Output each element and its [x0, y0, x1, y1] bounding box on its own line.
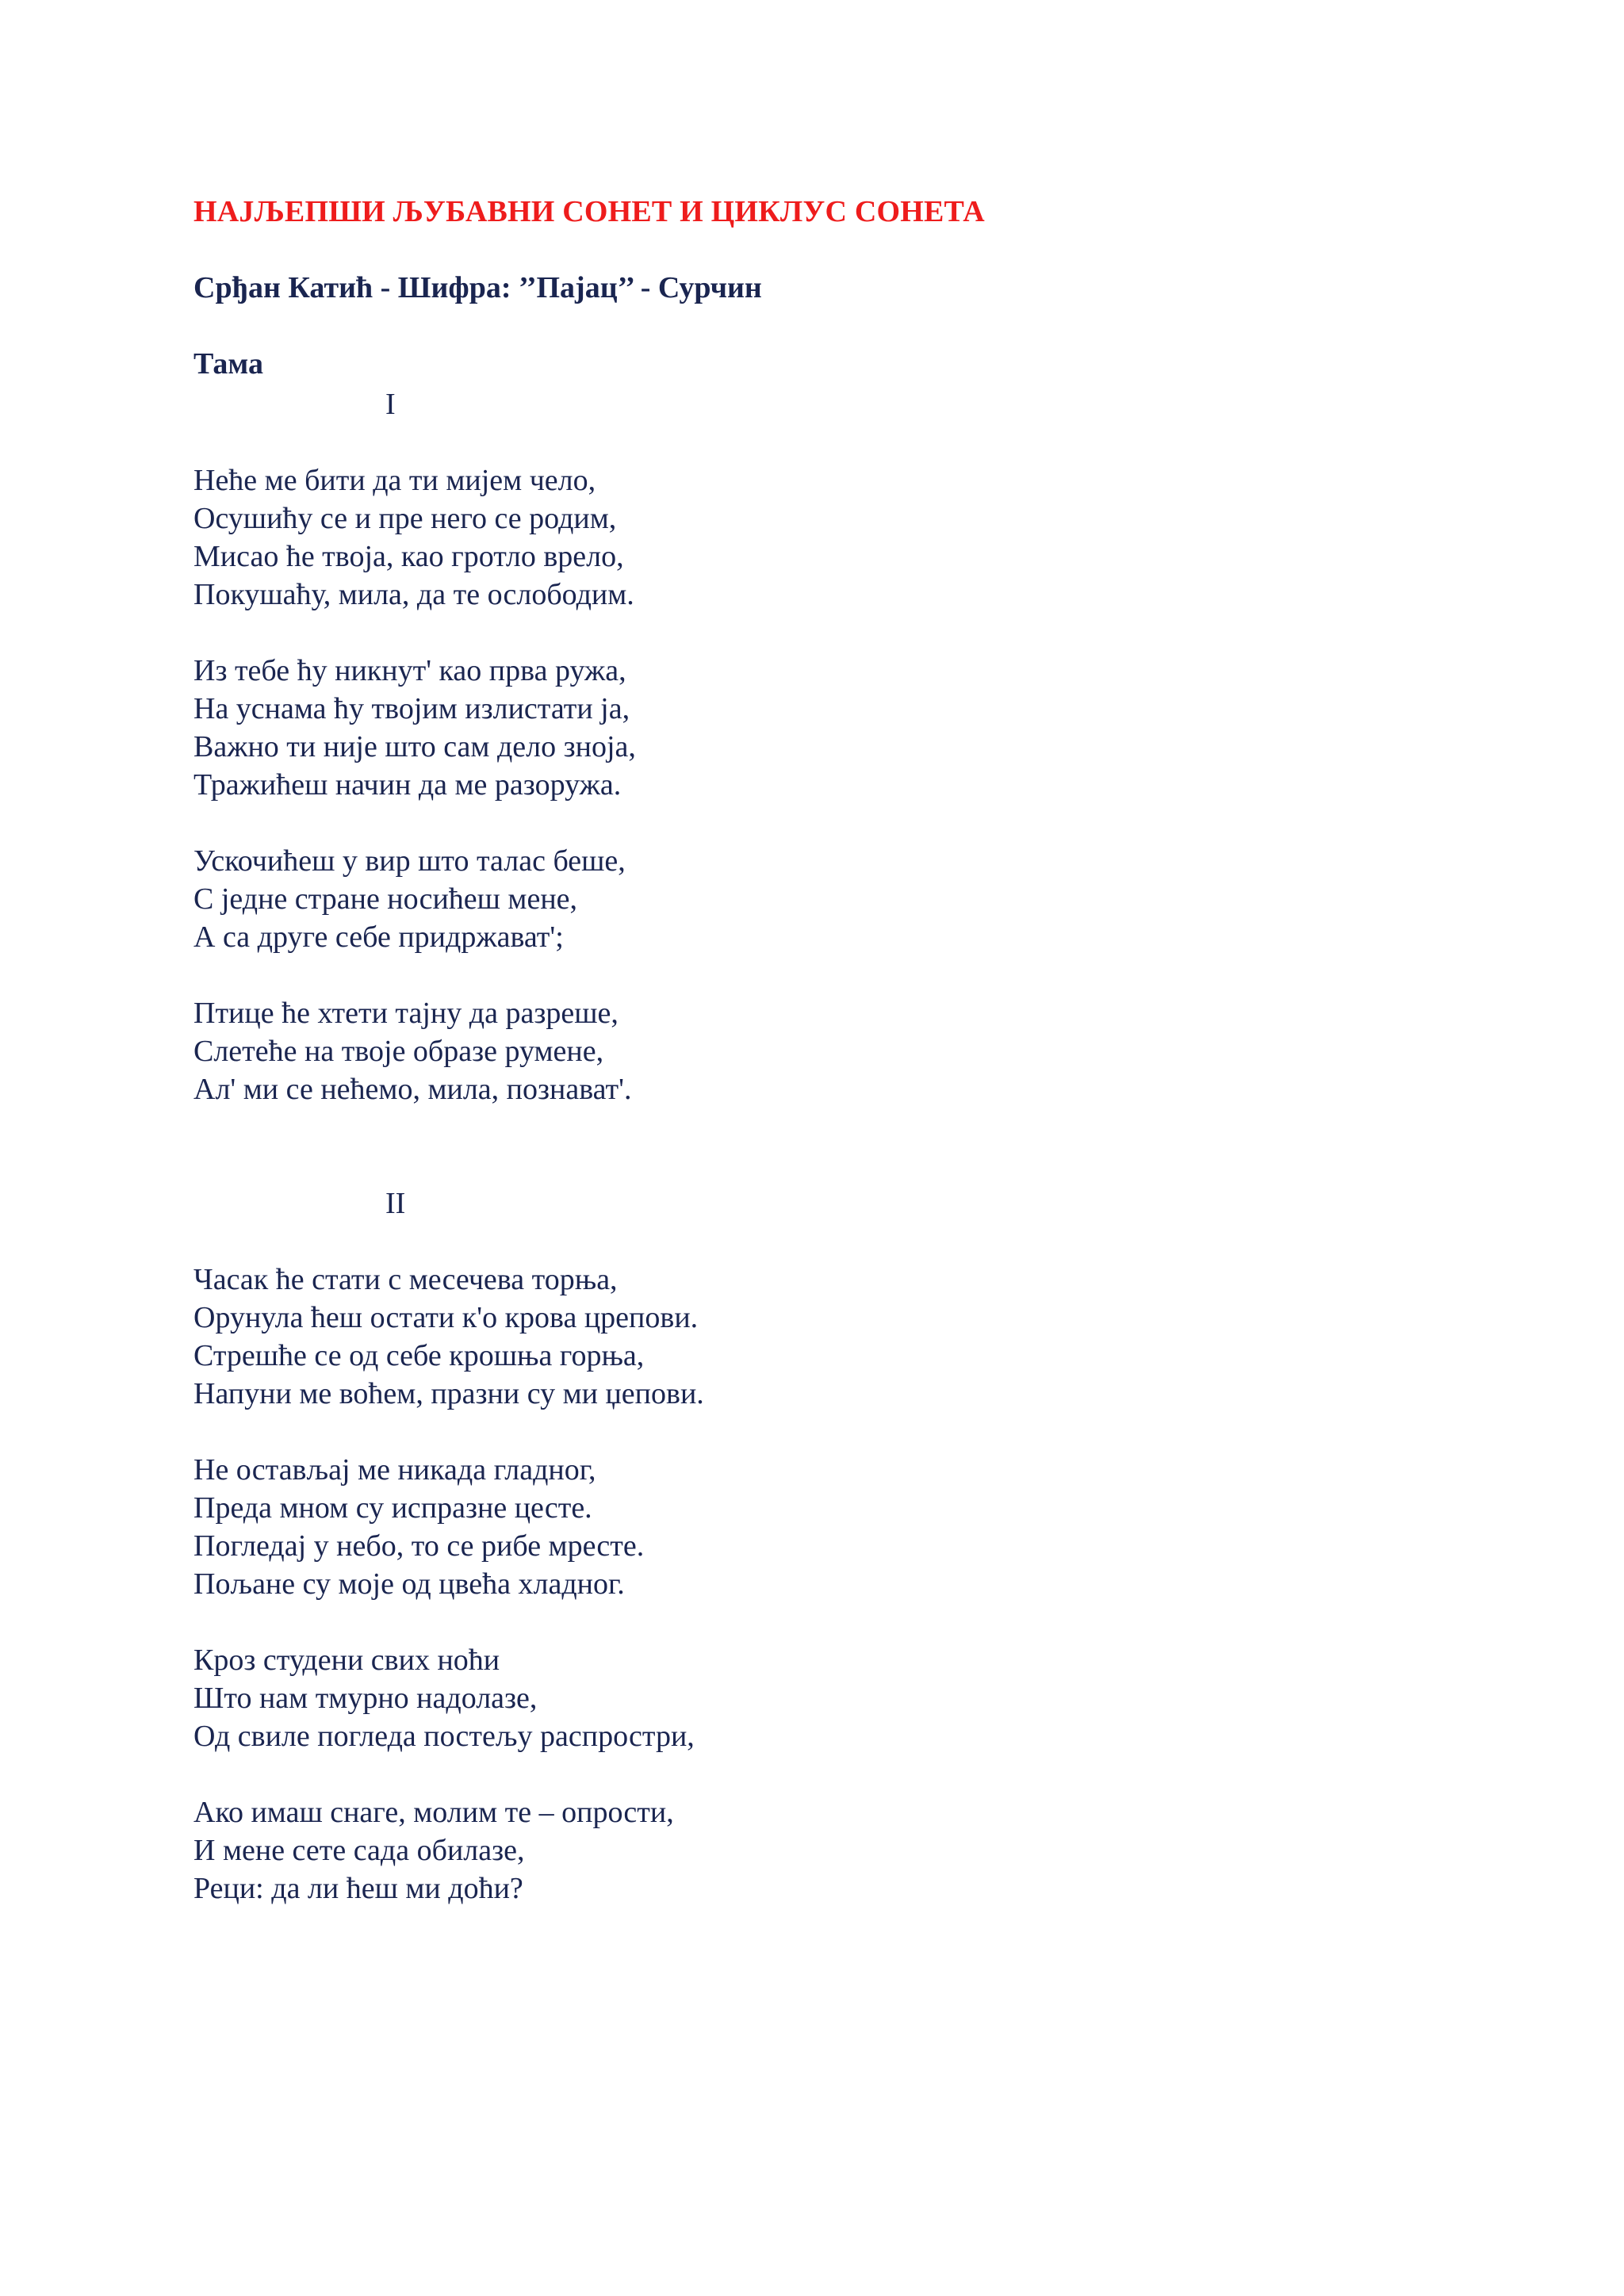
- poem-line: Не остављај ме никада гладног,: [193, 1453, 596, 1487]
- poem-line: Покушаћу, мила, да те ослободим.: [193, 578, 634, 611]
- poem-line: Орунула ћеш остати к'о крова црепови.: [193, 1301, 699, 1334]
- poem-line: Важно ти није што сам дело зноја,: [193, 730, 636, 763]
- poem-line: Стрешће се од себе крошња горња,: [193, 1339, 645, 1372]
- poem-line: Преда мном су испразне цесте.: [193, 1491, 592, 1525]
- poem-line: На уснама ћу твојим излистати ја,: [193, 692, 630, 725]
- poem-line: Погледај у небо, то се рибе мресте.: [193, 1529, 645, 1563]
- poem-line: Што нам тмурно надолазе,: [193, 1682, 538, 1715]
- stanza: [193, 461, 1462, 614]
- poem-line: Нећe ме бити да ти мијем чело,: [193, 464, 596, 497]
- stanza: [193, 652, 1462, 804]
- poem-line: Напуни ме воћем, празни су ми џепови.: [193, 1377, 704, 1410]
- stanza: [193, 1261, 1462, 1413]
- document-content: [193, 190, 1462, 1908]
- poem-line: Птице ће хтети тајну да разреше,: [193, 997, 619, 1030]
- poem-title: Тама: [193, 347, 264, 381]
- stanza: [193, 1641, 1462, 1755]
- poem-line: Из тебе ћу никнут' као прва ружа,: [193, 654, 626, 687]
- stanza: [193, 842, 1462, 956]
- poem-line: И мене сете сада обилазе,: [193, 1834, 525, 1867]
- poem-line: Часак ће стати с месечева торња,: [193, 1263, 618, 1296]
- part-numeral-1: I: [385, 388, 396, 421]
- poem-line: Ал' ми се нећемо, мила, познават'.: [193, 1073, 632, 1106]
- poem-line: Ако имаш снаге, молим те – опрости,: [193, 1796, 674, 1829]
- author-line: Срђан Катић - Шифра: ’’Пајац’’ - Сурчин: [193, 271, 762, 304]
- stanza: [193, 1451, 1462, 1603]
- poem-line: Слетеће на твоје образе румене,: [193, 1035, 604, 1068]
- poem-line: А са друге себе придржават';: [193, 920, 564, 954]
- part-numeral-2: II: [385, 1187, 406, 1220]
- poem-line: С једне стране носићеш мене,: [193, 882, 578, 916]
- poem-line: Мисао ће твоја, као гротло врело,: [193, 540, 624, 573]
- poem-line: Ускочићеш у вир што талас беше,: [193, 844, 626, 878]
- poem-line: Реци: да ли ћеш ми доћи?: [193, 1872, 523, 1905]
- stanza: [193, 994, 1462, 1108]
- poem-line: Пољане су моје од цвећа хладног.: [193, 1567, 625, 1601]
- poem-line: Кроз студени свих ноћи: [193, 1644, 500, 1677]
- poem-line: Од свиле погледа постељу распростри,: [193, 1720, 695, 1753]
- poem-line: Осушићу се и пре него се родим,: [193, 502, 617, 535]
- stanza: [193, 1793, 1462, 1908]
- poem-line: Тражићеш начин да ме разоружа.: [193, 768, 622, 802]
- document-title: НАЈЉЕПШИ ЉУБАВНИ СОНЕТ И ЦИКЛУС СОНЕТА: [193, 195, 985, 228]
